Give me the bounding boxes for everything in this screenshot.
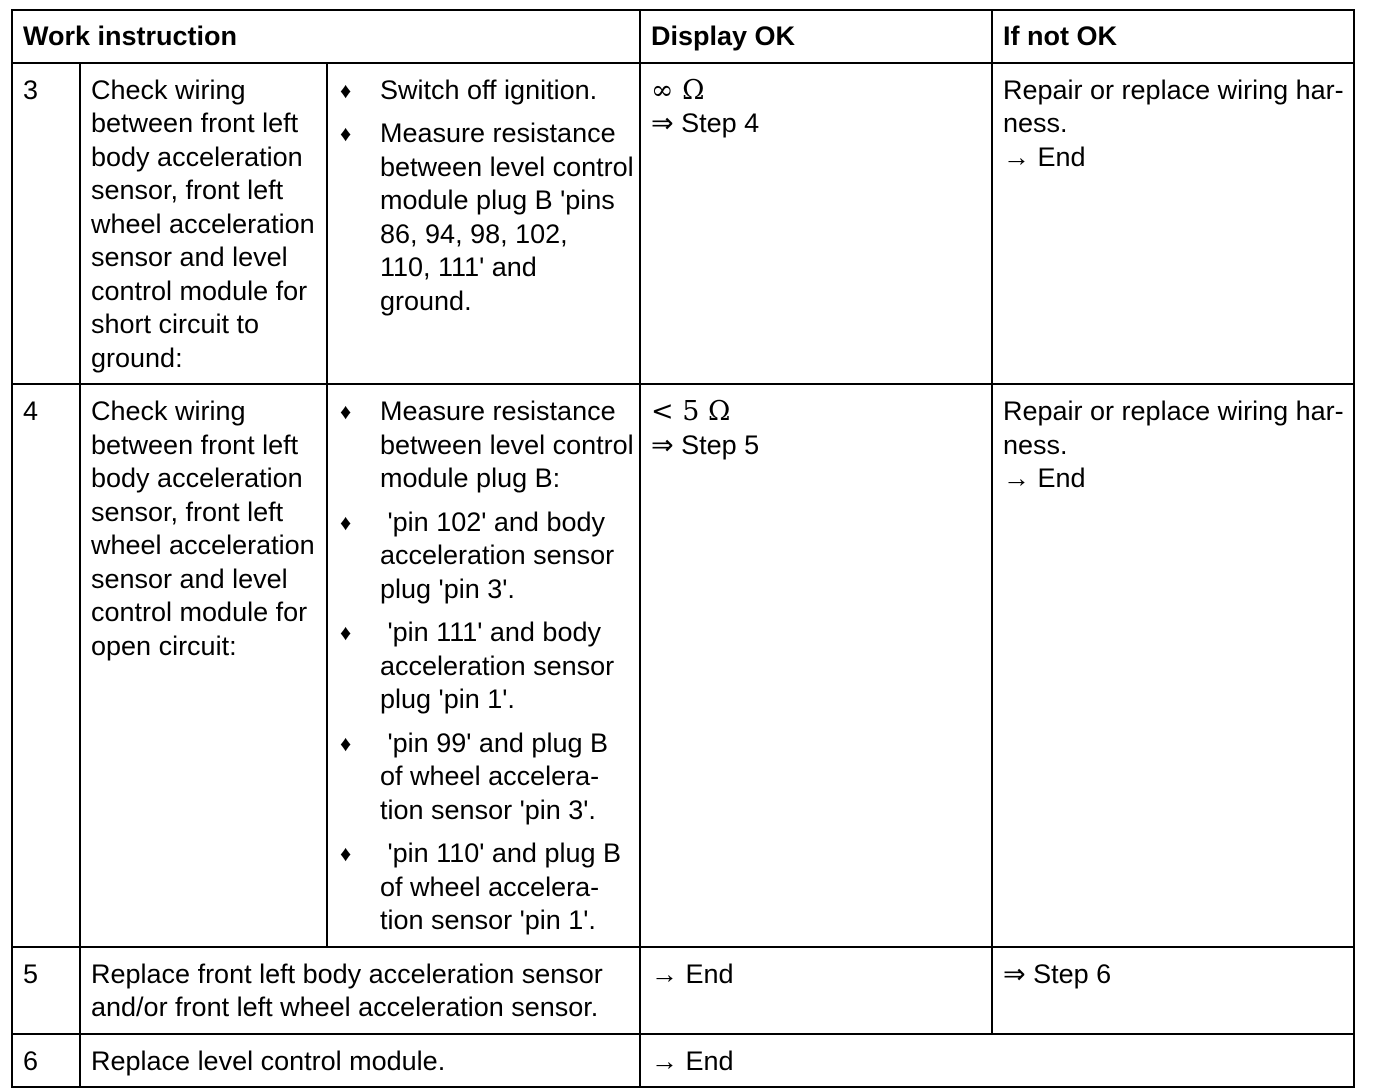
check-description [80, 384, 327, 947]
bullet-line: 'pin 110' and plug B [380, 838, 621, 868]
bullet-line: tion sensor 'pin 1'. [380, 905, 596, 935]
header-row [12, 10, 1354, 63]
bullet-line: ground. [380, 285, 472, 316]
check-line: Check wiring [91, 396, 246, 426]
bullet-item [336, 616, 629, 717]
instruction-bullets [327, 384, 640, 947]
bullet-line: between level control [380, 429, 634, 460]
display-ok-cell [640, 384, 992, 947]
diamond-bullet-icon: ♦ [340, 730, 352, 756]
if-not-ok-cell [992, 384, 1354, 947]
if-not-ok-line: → End [1003, 141, 1086, 172]
check-line: wheel acceleration [91, 530, 315, 560]
check-line: between front left [91, 429, 299, 460]
header-display-ok: Display OK [640, 10, 992, 63]
step-row-4 [12, 384, 1354, 947]
check-line: Check wiring [91, 74, 246, 105]
diamond-bullet-icon: ♦ [340, 509, 352, 535]
if-not-ok-line: Repair or replace wiring har- [1003, 396, 1344, 426]
step-number: 3 [12, 63, 80, 385]
bullet-line: 110, 111' and [380, 252, 537, 282]
bullet-item [336, 395, 634, 496]
check-line: open circuit: [91, 630, 237, 661]
diamond-bullet-icon: ♦ [340, 399, 352, 424]
bullet-line: 'pin 99' and plug B [380, 727, 608, 758]
display-ok-value: < 5 Ω [651, 396, 731, 427]
display-ok-value: ∞ Ω [651, 74, 705, 106]
if-not-ok-line: Repair or replace wiring har- [1003, 74, 1344, 105]
bullet-line: Switch off ignition. [380, 74, 598, 105]
check-line: control module for [91, 275, 308, 306]
step-row-6 [12, 1034, 1354, 1088]
bullet-line: of wheel accelera- [380, 871, 600, 902]
check-line: control module for [91, 597, 308, 627]
bullet-line: between level control [380, 151, 634, 182]
bullet-line: plug 'pin 3'. [380, 573, 515, 604]
if-not-ok-cell [992, 63, 1354, 385]
check-description [80, 63, 327, 385]
step-row-3 [12, 63, 1354, 385]
work-instruction-sheet [11, 9, 1353, 1076]
check-line: short circuit to [91, 309, 260, 339]
step-row-5 [12, 947, 1354, 1034]
bullet-line: acceleration sensor [380, 540, 615, 570]
step-number: 5 [12, 947, 80, 1034]
check-line: body acceleration [91, 141, 303, 172]
bullet-item [336, 74, 629, 108]
bullet-line: plug 'pin 1'. [380, 684, 515, 714]
if-not-ok-line: → End [1003, 463, 1086, 493]
diamond-bullet-icon: ♦ [340, 841, 352, 866]
check-line: sensor, front left [91, 175, 284, 205]
diamond-bullet-icon: ♦ [340, 121, 352, 146]
step-number: 6 [12, 1034, 80, 1088]
bullet-line: 'pin 111' and body [380, 617, 601, 647]
check-line: between front left [91, 108, 299, 138]
if-not-ok-line: ness. [1003, 108, 1068, 138]
bullet-item [336, 837, 629, 938]
instruction-line: Replace front left body acceleration sensor [91, 958, 603, 989]
instruction-cell: Replace level control module. [80, 1034, 640, 1088]
check-line: body acceleration [91, 463, 303, 493]
bullet-item [336, 117, 634, 318]
bullet-item [336, 727, 629, 828]
bullet-line: acceleration sensor [380, 650, 615, 681]
display-ok-next-step: ⇒ Step 5 [651, 429, 760, 460]
check-line: wheel acceleration [91, 208, 315, 239]
diamond-bullet-icon: ♦ [340, 620, 352, 645]
display-ok-cell [640, 63, 992, 385]
bullet-line: tion sensor 'pin 3'. [380, 794, 596, 825]
diamond-bullet-icon: ♦ [340, 77, 352, 103]
bullet-line: 86, 94, 98, 102, [380, 218, 568, 249]
bullet-line: module plug B 'pins [380, 185, 615, 215]
check-line: sensor, front left [91, 496, 284, 527]
check-line: sensor and level [91, 563, 288, 594]
work-instruction-table [11, 9, 1355, 1088]
bullet-line: of wheel accelera- [380, 761, 600, 791]
if-not-ok-cell: ⇒ Step 6 [992, 947, 1354, 1034]
check-line: ground: [91, 342, 183, 373]
display-ok-cell: → End [640, 1034, 1354, 1088]
bullet-item [336, 506, 629, 607]
instruction-line: and/or front left wheel acceleration sensor. [91, 992, 599, 1022]
bullet-line: 'pin 102' and body [380, 506, 605, 537]
step-number: 4 [12, 384, 80, 947]
bullet-line: module plug B: [380, 463, 561, 493]
check-line: sensor and level [91, 242, 288, 272]
header-if-not-ok: If not OK [992, 10, 1354, 63]
display-ok-next-step: ⇒ Step 4 [651, 108, 760, 138]
header-work-instruction: Work instruction [12, 10, 640, 63]
display-ok-cell: → End [640, 947, 992, 1034]
bullet-line: Measure resistance [380, 396, 616, 426]
if-not-ok-line: ness. [1003, 429, 1068, 460]
instruction-bullets [327, 63, 640, 385]
bullet-line: Measure resistance [380, 118, 616, 148]
instruction-cell [80, 947, 640, 1034]
